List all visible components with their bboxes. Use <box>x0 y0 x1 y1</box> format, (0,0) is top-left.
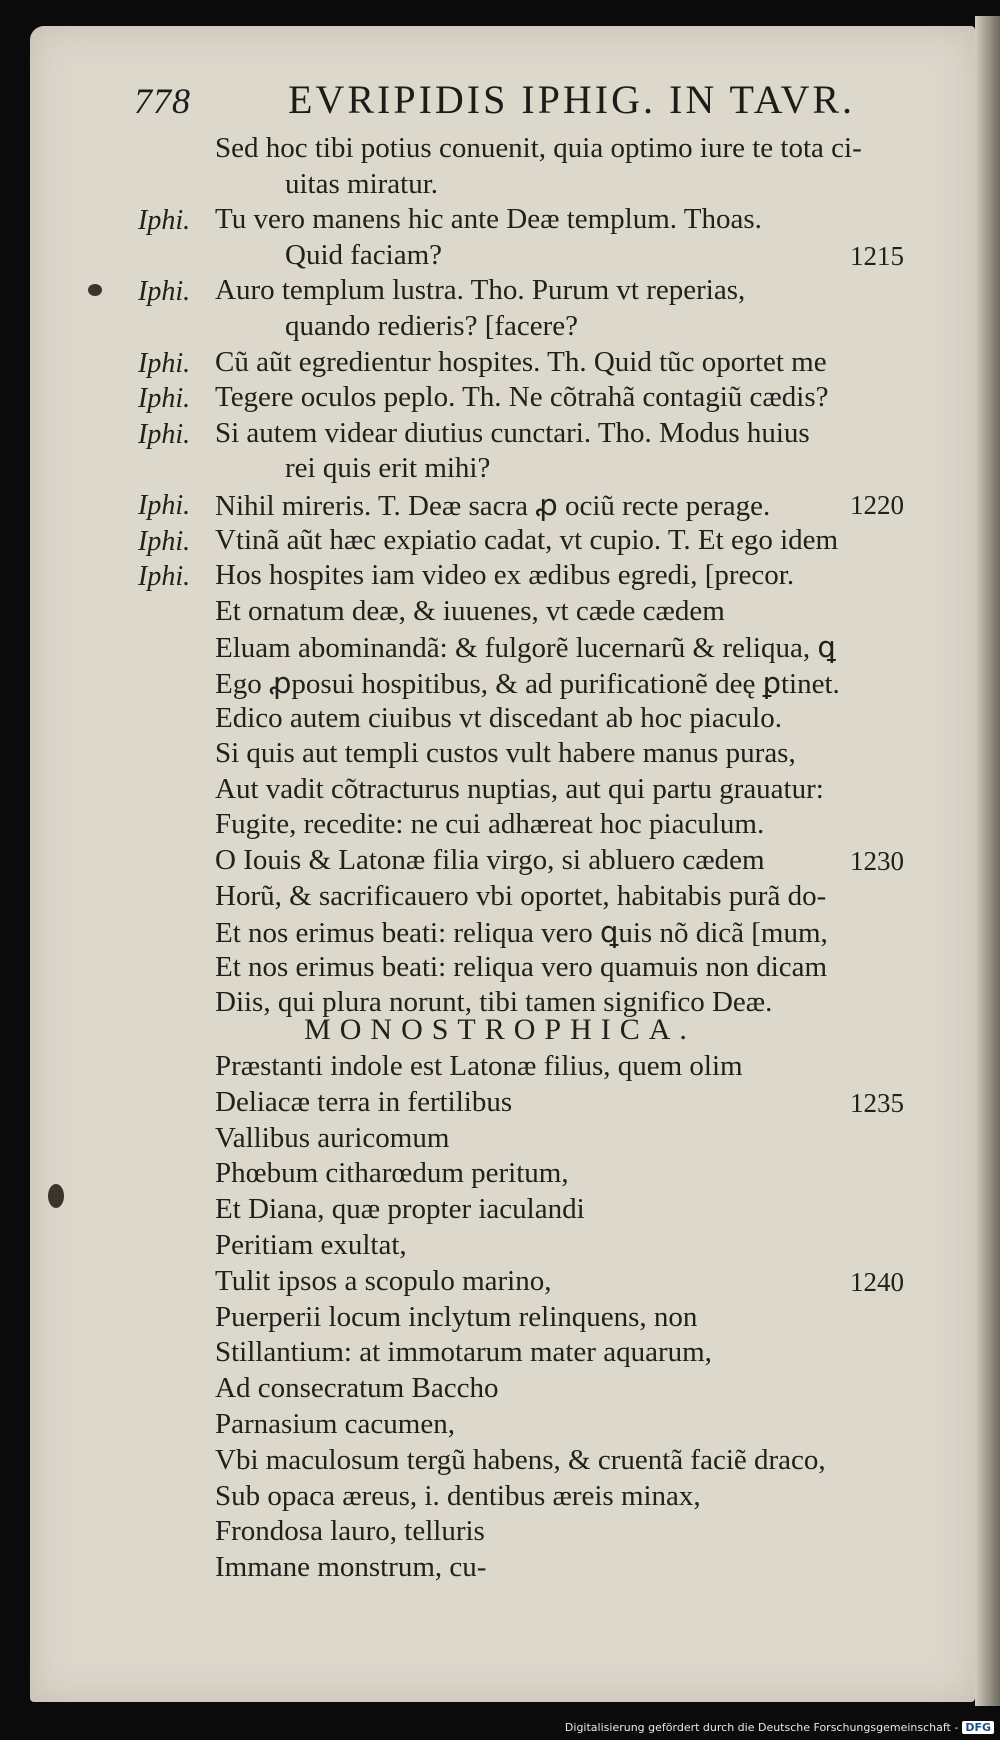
line-text: Vbi maculosum tergũ habens, & cruentã faciẽ draco, <box>215 1443 826 1476</box>
line-text: Deliacæ terra in fertilibus <box>215 1085 513 1118</box>
text-line <box>0 1444 1000 1482</box>
text-line <box>0 1086 1000 1124</box>
text-line <box>0 808 1000 846</box>
text-line <box>0 488 1000 526</box>
text-line <box>0 346 1000 384</box>
text-line <box>0 274 1000 312</box>
text-line <box>0 1515 1000 1553</box>
line-text: quando redieris? [facere? <box>285 310 579 342</box>
speaker-label: Iphi. <box>138 490 191 521</box>
line-text: Frondosa lauro, telluris <box>215 1515 485 1548</box>
text-line <box>0 1157 1000 1195</box>
line-text: Aut vadit cõtracturus nuptias, aut qui partu grauatur: <box>215 772 824 805</box>
credit-text: Digitalisierung gefördert durch die Deutsche Forschungsgemeinschaft - <box>564 1721 959 1734</box>
line-number: 1235 <box>850 1087 904 1118</box>
text-line <box>0 737 1000 775</box>
line-text: Stillantium: at immotarum mater aquarum, <box>215 1336 712 1369</box>
line-number: 1240 <box>850 1266 904 1297</box>
line-text: Ad consecratum Baccho <box>215 1372 499 1405</box>
speaker-label: Iphi. <box>138 347 191 379</box>
text-line <box>0 915 1000 953</box>
speaker-label: Iphi. <box>138 525 191 557</box>
speaker-label: Iphi. <box>138 561 191 593</box>
text-line <box>0 132 1000 170</box>
text-line <box>0 203 1000 241</box>
line-text: Puerperii locum inclytum relinquens, non <box>215 1300 698 1333</box>
line-text: Tu vero manens hic ante Deæ templum. Thoas. <box>215 203 762 236</box>
text-line <box>0 1480 1000 1518</box>
text-line <box>0 1050 1000 1088</box>
speaker-label: Iphi. <box>138 418 191 450</box>
line-text: Vallibus auricomum <box>215 1121 450 1154</box>
line-text: uitas miratur. <box>285 167 439 200</box>
line-text: Tegere oculos peplo. Th. Ne cõtrahã contagiũ cædis? <box>215 381 829 414</box>
running-head: EVRIPIDIS IPHIG. IN TAVR. <box>288 77 856 122</box>
line-text: Sub opaca æreus, i. dentibus æreis minax, <box>215 1479 701 1512</box>
text-line <box>0 880 1000 918</box>
speaker-label: Iphi. <box>138 383 191 415</box>
line-text: Auro templum lustra. Tho. Purum vt reperias, <box>215 274 746 307</box>
line-text: Eluam abominandã: & fulgorẽ lucernarũ & reliqua, ꝗ <box>215 632 836 665</box>
line-text: rei quis erit mihi? <box>285 452 491 485</box>
text-line <box>0 524 1000 562</box>
page-header <box>0 70 1000 130</box>
text-line <box>0 1551 1000 1589</box>
text-line <box>0 381 1000 419</box>
section-heading: MONOSTROPHICA. <box>304 1013 696 1046</box>
line-text: Si autem videar diutius cunctari. Tho. Modus huius <box>215 416 810 449</box>
text-line <box>0 1336 1000 1374</box>
line-number: 1215 <box>850 240 904 271</box>
text-line <box>0 666 1000 704</box>
text-line <box>0 1265 1000 1303</box>
text-line <box>0 559 1000 597</box>
text-line <box>0 595 1000 633</box>
line-number: 1220 <box>850 490 904 520</box>
speaker-label: Iphi. <box>138 276 191 308</box>
dfg-logo: DFG <box>962 1721 994 1734</box>
line-text: O Iouis & Latonæ filia virgo, si abluero cædem <box>215 844 765 876</box>
text-line <box>0 452 1000 490</box>
line-text: Vtinã aũt hæc expiatio cadat, vt cupio. T. Et ego idem <box>215 523 839 556</box>
text-line <box>0 702 1000 740</box>
text-line <box>0 1408 1000 1446</box>
text-line <box>0 1229 1000 1267</box>
text-line <box>0 630 1000 668</box>
line-text: Horũ, & sacrificauero vbi oportet, habitabis purã do- <box>215 879 827 912</box>
line-text: Immane monstrum, cu- <box>215 1551 487 1584</box>
text-line <box>0 417 1000 455</box>
line-text: Diis, qui plura norunt, tibi tamen significo Deæ. <box>215 986 773 1019</box>
line-text: Et nos erimus beati: reliqua vero quamuis non dicam <box>215 950 828 983</box>
line-text: Præstanti indole est Latonæ filius, quem olim <box>215 1050 743 1082</box>
line-text: Quid faciam? <box>285 238 443 271</box>
text-line <box>0 1122 1000 1160</box>
text-line <box>0 951 1000 989</box>
line-text: Tulit ipsos a scopulo marino, <box>215 1264 552 1297</box>
speaker-label: Iphi. <box>138 205 191 237</box>
text-line <box>0 1301 1000 1339</box>
line-text: Edico autem ciuibus vt discedant ab hoc piaculo. <box>215 701 782 734</box>
digitization-credit <box>565 1721 994 1734</box>
line-text: Fugite, recedite: ne cui adhæreat hoc piaculum. <box>215 808 765 841</box>
line-text: Et ornatum deæ, & iuuenes, vt cæde cædem <box>215 594 725 627</box>
line-text: Sed hoc tibi potius conuenit, quia optimo iure te tota ci- <box>215 132 862 164</box>
line-text: Hos hospites iam video ex ædibus egredi, [precor. <box>215 559 795 592</box>
line-text: Cũ aũt egredientur hospites. Th. Quid tũc oportet me <box>215 345 827 378</box>
line-text: Nihil mireris. T. Deæ sacra ꝓ ociũ recte perage. <box>215 490 771 522</box>
line-text: Ego ꝓposui hospitibus, & ad purificationẽ deę ꝑtinet. <box>215 668 840 700</box>
line-text: Parnasium cacumen, <box>215 1408 455 1440</box>
line-text: Phœbum citharœdum peritum, <box>215 1157 569 1190</box>
text-line <box>0 1372 1000 1410</box>
text-line <box>0 844 1000 882</box>
line-text: Et Diana, quæ propter iaculandi <box>215 1193 585 1226</box>
text-line <box>0 773 1000 811</box>
line-text: Et nos erimus beati: reliqua vero ꝗuis nõ dicã [mum, <box>215 917 828 950</box>
line-number: 1230 <box>850 846 904 876</box>
line-text: Peritiam exultat, <box>215 1229 407 1261</box>
text-line <box>0 1193 1000 1231</box>
text-line <box>0 239 1000 277</box>
text-line <box>0 168 1000 206</box>
page-number: 778 <box>134 81 191 121</box>
text-line <box>0 310 1000 348</box>
line-text: Si quis aut templi custos vult habere manus puras, <box>215 737 796 770</box>
